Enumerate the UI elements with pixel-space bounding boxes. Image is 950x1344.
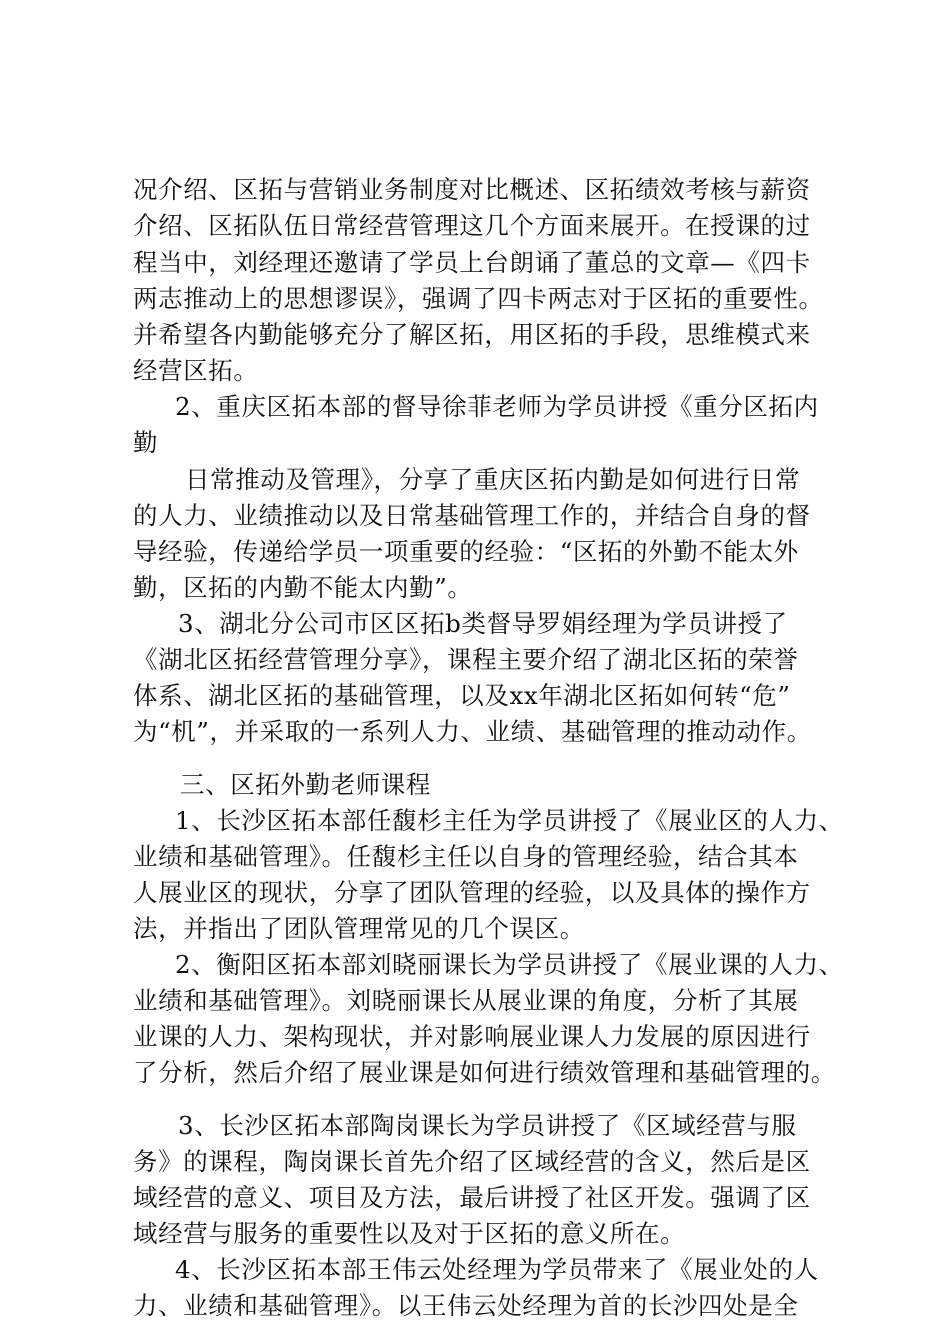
text-line: 3、长沙区拓本部陶岗课长为学员讲授了《区域经营与服 (178, 1111, 797, 1140)
text-line: 体系、湖北区拓的基础管理，以及xx年湖北区拓如何转“危” (133, 681, 791, 710)
text-line: 业课的人力、架构现状，并对影响展业课人力发展的原因进行 (133, 1022, 811, 1051)
text-line: 经营区拓。 (133, 356, 259, 385)
text-line: 域经营的意义、项目及方法，最后讲授了社区开发。强调了区 (133, 1183, 811, 1212)
text-line: 为“机”，并采取的一系列人力、业绩、基础管理的推动动作。 (133, 717, 812, 746)
text-line: 3、湖北分公司市区区拓b类督导罗娟经理为学员讲授了 (178, 609, 788, 638)
text-line: 业绩和基础管理》。任馥杉主任以自身的管理经验，结合其本 (133, 842, 799, 871)
text-line: 勤 (133, 428, 159, 457)
text-line: 法，并指出了团队管理常见的几个误区。 (133, 914, 585, 943)
text-line: 况介绍、区拓与营销业务制度对比概述、区拓绩效考核与薪资 (133, 175, 811, 204)
text-line: 务》的课程，陶岗课长首先介绍了区域经营的含义，然后是区 (133, 1147, 811, 1176)
text-line: 介绍、区拓队伍日常经营管理这几个方面来展开。在授课的过 (133, 211, 811, 240)
text-line: 了分析，然后介绍了展业课是如何进行绩效管理和基础管理的。 (133, 1058, 836, 1087)
text-line: 人展业区的现状，分享了团队管理的经验，以及具体的操作方 (133, 878, 811, 907)
text-line: 日常推动及管理》，分享了重庆区拓内勤是如何进行日常 (185, 465, 801, 494)
text-line: 《湖北区拓经营管理分享》，课程主要介绍了湖北区拓的荣誉 (133, 645, 799, 674)
section-heading: 三、区拓外勤老师课程 (180, 770, 431, 799)
text-line: 4、长沙区拓本部王伟云处经理为学员带来了《展业处的人 (175, 1255, 819, 1284)
text-line: 1、长沙区拓本部任馥杉主任为学员讲授了《展业区的人力、 (175, 806, 844, 835)
text-line: 域经营与服务的重要性以及对于区拓的意义所在。 (133, 1219, 686, 1248)
text-line: 力、业绩和基础管理》。以王伟云处经理为首的长沙四处是全 (133, 1291, 799, 1320)
text-line: 两志推动上的思想谬误》，强调了四卡两志对于区拓的重要性。 (133, 284, 824, 313)
text-line: 导经验，传递给学员一项重要的经验：“区拓的外勤不能太外 (133, 537, 799, 566)
text-line: 2、重庆区拓本部的督导徐菲老师为学员讲授《重分区拓内 (175, 392, 819, 421)
text-line: 2、衡阳区拓本部刘晓丽课长为学员讲授了《展业课的人力、 (175, 950, 844, 979)
text-line: 业绩和基础管理》。刘晓丽课长从展业课的角度，分析了其展 (133, 986, 799, 1015)
text-line: 程当中，刘经理还邀请了学员上台朗诵了董总的文章—《四卡 (133, 248, 811, 277)
text-line: 勤，区拓的内勤不能太内勤”。 (133, 573, 473, 602)
text-line: 并希望各内勤能够充分了解区拓，用区拓的手段，思维模式来 (133, 320, 811, 349)
text-line: 的人力、业绩推动以及日常基础管理工作的，并结合自身的督 (133, 501, 811, 530)
